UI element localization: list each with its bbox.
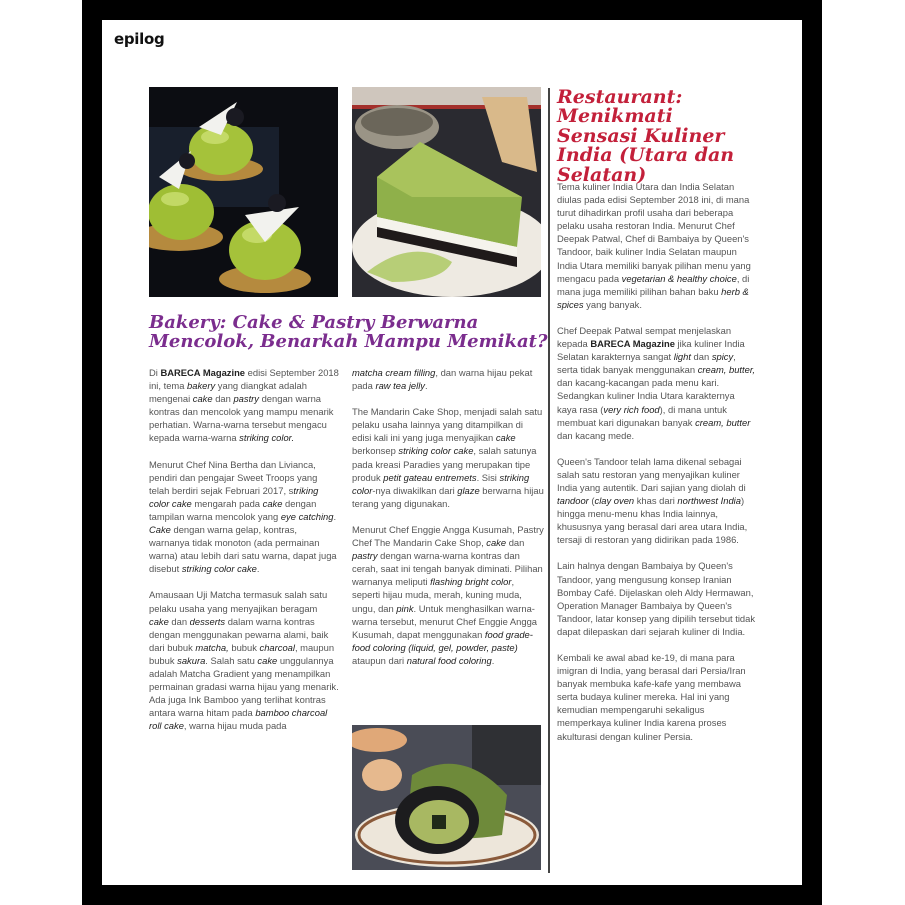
text: raw tea jelly <box>375 380 425 392</box>
restaurant-headline: Restaurant: Menikmati Sensasi Kuliner India (Utara dan Selatan) <box>557 86 735 186</box>
text: . <box>491 654 495 666</box>
matcha-cheesecake-photo <box>352 87 541 297</box>
text: pastry <box>352 550 378 562</box>
text: . Salah satu <box>205 654 258 666</box>
text: bakery <box>187 380 216 392</box>
restaurant-paragraph-1 <box>557 180 757 311</box>
text: cake <box>192 393 213 405</box>
text: cake <box>495 432 516 444</box>
bakery-column-1 <box>149 366 339 745</box>
restaurant-paragraph-5: Kembali ke awal abad ke-19, di mana para imigran di India, yang berasal dari Persia/Iran banyak membuka kafe-kafe yang membawa serta budaya kuliner mereka. Hal ini yang kemudian mempengaruhi sekaligus memperkaya kuliner India karena proses akulturasi dengan kuliner Persia. <box>557 652 746 742</box>
text: edisi September 2018 ini, tema <box>149 367 339 392</box>
text: dengan warna gelap, kontras, warnanya tidak monoton (ada permainan warna) atau lebih dari satu warna, dapat juga disebut <box>149 524 337 575</box>
text: yang banyak. <box>583 298 642 310</box>
text: dengan tampilan warna mencolok yang <box>149 497 317 522</box>
text: matcha, <box>195 641 229 653</box>
text: pastry <box>233 393 259 405</box>
bakery-paragraph-6 <box>352 523 544 667</box>
text: flashing bright color <box>430 576 512 588</box>
text: . Untuk menghasilkan warna-warna tersebut, menurut Chef Enggie Angga Kusumah, dapat menggunakan <box>352 602 538 640</box>
text: tandoor <box>557 495 589 507</box>
text: , maupun bubuk <box>149 641 335 666</box>
text: BARECA Magazine <box>590 338 675 350</box>
text: Menurut Chef Enggie Angga Kusumah, Pastry Chef The Mandarin Cake Shop, <box>352 523 544 549</box>
text: , salah satunya pada kreasi Paradies yang merupakan tipe produk <box>352 445 537 483</box>
text: natural food coloring <box>406 654 492 666</box>
text: dengan warna-warna kontras dan cerah, saat ini tengah banyak diminati. Pilihan warnanya meliputi <box>352 550 543 588</box>
text: , di mana juga memiliki pilihan bahan baku <box>557 272 750 297</box>
text: Chef Deepak Patwal sempat menjelaskan kepada <box>557 324 732 350</box>
text: mengarah pada <box>191 497 263 509</box>
text: cake <box>486 537 507 549</box>
restaurant-paragraph-3 <box>557 455 757 547</box>
text: Cake <box>149 524 171 536</box>
text: dan <box>690 351 712 363</box>
text: jika kuliner India Selatan karakternya sangat <box>557 338 745 363</box>
text: food grade-food coloring (liquid, gel, powder, paste) <box>352 628 533 653</box>
text: . <box>424 380 428 392</box>
text: bamboo charcoal roll cake <box>149 707 328 732</box>
text: dalam warna kontras dengan menggunakan pewarna alami, baik dari bubuk <box>149 615 329 653</box>
text: ataupun dari <box>352 654 407 666</box>
column-divider <box>548 88 550 873</box>
text: dan <box>212 393 234 405</box>
bakery-column-2 <box>352 366 544 680</box>
text: striking color cake <box>398 445 474 457</box>
text: dengan warna kontras dan mencolok yang mampu menarik perhatian. Warna-warna tersebut mengacu kepada warna-warna <box>149 393 334 444</box>
bamboo-charcoal-roll-cake-icon <box>352 725 541 870</box>
text: charcoal <box>259 641 295 653</box>
text: cream, butter <box>695 416 751 428</box>
text: khas dari <box>634 495 678 507</box>
text: ) hingga menu-menu khas India lainnya, khususnya yang berasal dari area utara India, tersaji di restoran yang didirikan pada 1986. <box>557 495 748 546</box>
text: berwarna hijau terang yang digunakan. <box>352 484 544 509</box>
matcha-dome-entremets-photo <box>149 87 338 297</box>
bakery-paragraph-5 <box>352 405 544 510</box>
text: striking color cake <box>181 563 257 575</box>
text: , warna hijau muda pada <box>183 720 287 732</box>
text: light <box>673 351 691 363</box>
text: vegetarian & healthy choice <box>621 272 737 284</box>
text: dan <box>506 537 525 549</box>
text: dan <box>168 615 190 627</box>
text: yang diangkat adalah mengenai <box>149 380 307 405</box>
text: -nya diwakilkan dari <box>372 484 458 496</box>
text: glaze <box>457 484 480 496</box>
matcha-cheesecake-slice-icon <box>352 87 541 297</box>
text: , dan warna hijau pekat pada <box>352 367 533 392</box>
text: cream, butter, <box>697 364 756 376</box>
text: Menurut Chef Nina Bertha dan Livianca, pendiri dan pengajar Sweet Troops yang telah berdiri sejak Februari 2017, s <box>149 458 318 496</box>
text: triking color cake <box>149 484 319 509</box>
text: bubuk <box>228 641 260 653</box>
text: very rich food <box>603 403 660 415</box>
text: sakura <box>177 654 206 666</box>
text: The Mandarin Cake Shop, menjadi salah satu pelaku usaha lainnya yang ditampilkan di edisi kali ini yang juga menyajikan <box>352 406 543 444</box>
text: cake <box>262 497 283 509</box>
text: ), di mana untuk membuat kari digunakan banyak <box>557 403 727 428</box>
text: cake <box>149 615 169 627</box>
restaurant-paragraph-2 <box>557 324 757 442</box>
matcha-dome-entremets-icon <box>149 87 338 297</box>
text: striking color <box>352 471 530 496</box>
text: . <box>333 510 337 522</box>
text: eye catching <box>280 510 334 522</box>
text: unggulannya adalah Matcha Gradient yang menampilkan permainan gradasi warna hijau yang menarik. Ada juga Ink Bamboo yang terlihat kontras antara warna hitam pada <box>149 654 339 719</box>
bakery-headline: Bakery: Cake & Pastry Berwarna Mencolok, Benarkah Mampu Memikat? <box>149 312 548 352</box>
bakery-paragraph-2 <box>149 458 339 576</box>
text: cake <box>257 654 278 666</box>
text: Amausaan Uji Matcha termasuk salah satu pelaku usaha yang menyajikan beragam <box>149 589 328 614</box>
text: , serta tidak banyak menggunakan <box>557 351 736 376</box>
text: BARECA Magazine <box>160 367 246 378</box>
text: , seperti hijau muda, merah, kuning muda, ungu, dan <box>352 576 522 614</box>
text: . Sisi <box>476 471 500 483</box>
bakery-paragraph-3 <box>149 588 339 732</box>
text: striking color. <box>239 432 295 444</box>
bakery-paragraph-4 <box>352 366 544 392</box>
text: ( <box>588 495 595 507</box>
section-label: epilog <box>114 30 165 48</box>
restaurant-paragraph-4: Lain halnya dengan Bambaiya by Queen's Tandoor, yang mengusung konsep Iranian Bombay Café. Dijelaskan oleh Aldy Hermawan, Operation Manager Bambaiya by Queen's Tandoor, latar konsep yang dipilih tersebut tidak dapat dilepaskan dari sejarah kuliner di India. <box>557 560 756 637</box>
text: petit gateau entremets <box>383 471 477 483</box>
text: herb & spices <box>557 285 749 310</box>
text: clay oven <box>594 495 635 507</box>
text: desserts <box>189 615 226 627</box>
text: pink <box>396 602 414 614</box>
roll-cake-photo <box>352 725 541 870</box>
text: northwest India <box>677 495 741 507</box>
text: Di <box>149 367 161 378</box>
text: spicy <box>711 351 734 363</box>
text: Queen's Tandoor telah lama dikenal sebagai salah satu restoran yang menyajikan kuliner India yang autentik. Dari sajian yang diolah di <box>557 455 746 493</box>
text: dan kacang mede. <box>557 429 635 441</box>
restaurant-column <box>557 180 757 756</box>
text: . <box>256 563 260 575</box>
text: dan kacang-kacangan pada menu kari. Sedangkan kuliner India Utara karakternya kaya rasa ( <box>557 377 735 415</box>
text: berkonsep <box>352 445 399 457</box>
text: matcha cream filling <box>352 367 436 378</box>
text: Tema kuliner India Utara dan India Selatan diulas pada edisi September 2018 ini, di mana turut dihadirkan profil usaha dari beberapa pelaku usaha restoran India. Menurut Chef Deepak Patwal, Chef di Bambaiya by Queen's Tandoor, baik kuliner India Selatan maupun India Utara memiliki banyak pilihan menu yang mengacu pada <box>557 181 751 284</box>
bakery-paragraph-1 <box>149 366 339 445</box>
magazine-page <box>102 20 802 885</box>
